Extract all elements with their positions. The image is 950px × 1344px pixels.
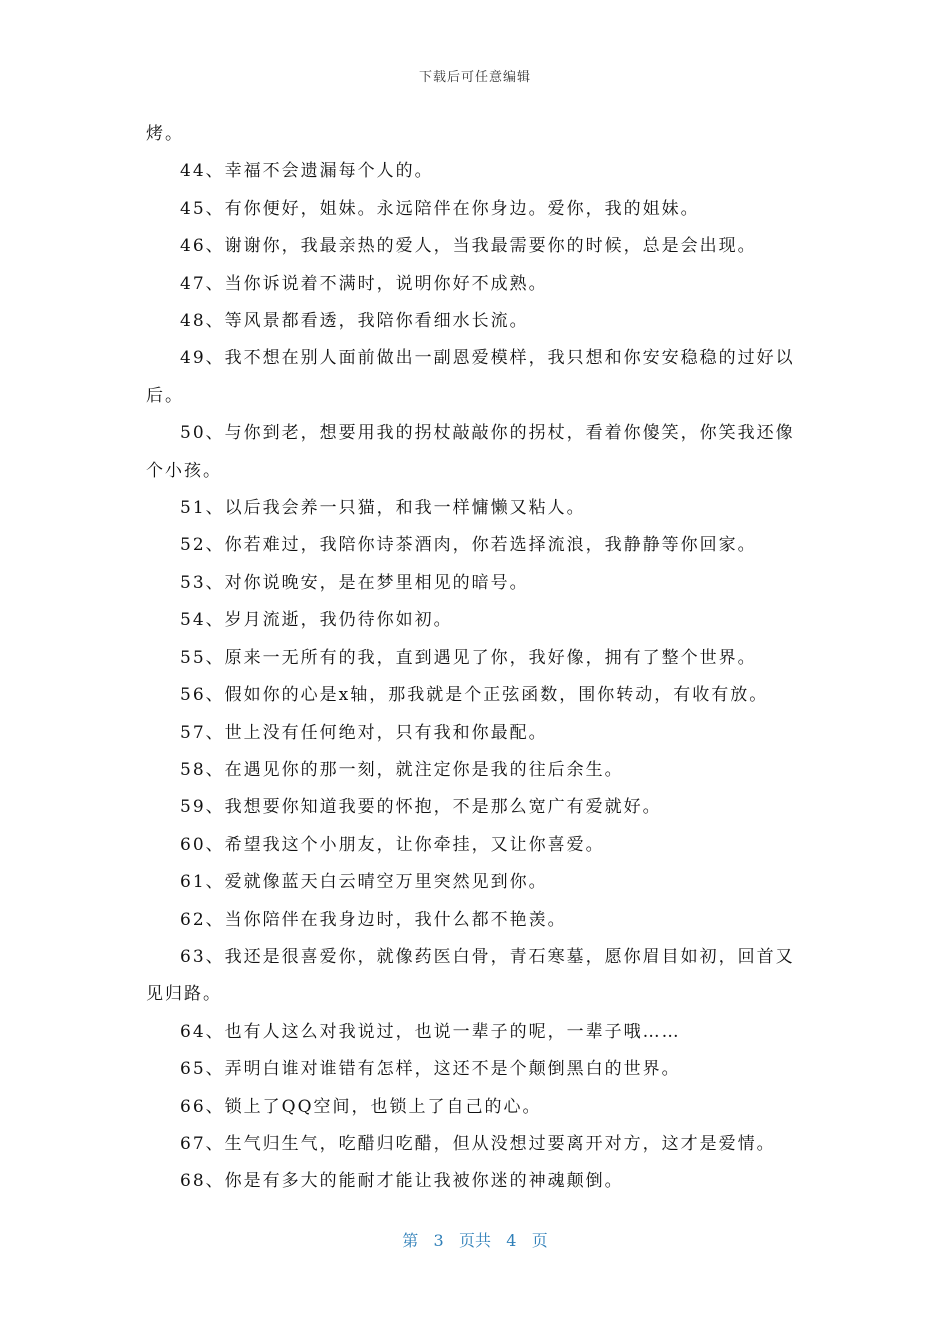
header-note: 下载后可任意编辑 — [418, 70, 531, 85]
footer-middle: 页共 — [458, 1231, 491, 1250]
list-item: 47、当你诉说着不满时，说明你好不成熟。 — [180, 273, 548, 294]
footer-suffix: 页 — [531, 1231, 548, 1250]
list-item: 46、谢谢你，我最亲热的爱人，当我最需要你的时候，总是会出现。 — [180, 236, 757, 257]
list-item: 53、对你说晚安，是在梦里相见的暗号。 — [180, 572, 529, 593]
list-item: 62、当你陪伴在我身边时，我什么都不艳羡。 — [180, 909, 567, 930]
list-item: 68、你是有多大的能耐才能让我被你迷的神魂颠倒。 — [180, 1171, 624, 1192]
list-item: 44、幸福不会遗漏每个人的。 — [180, 161, 434, 182]
list-item: 61、爱就像蓝天白云晴空万里突然见到你。 — [180, 872, 548, 893]
list-item: 58、在遇见你的那一刻，就注定你是我的往后余生。 — [180, 759, 624, 780]
list-item: 57、世上没有任何绝对，只有我和你最配。 — [180, 722, 548, 743]
list-item: 50、与你到老，想要用我的拐杖敲敲你的拐杖，看着你傻笑，你笑我还像个小孩。 — [146, 423, 795, 481]
list-item: 56、假如你的心是x轴，那我就是个正弦函数，围你转动，有收有放。 — [180, 685, 769, 706]
list-item: 67、生气归生气，吃醋归吃醋，但从没想过要离开对方，这才是爱情。 — [180, 1133, 776, 1154]
list-item: 64、也有人这么对我说过，也说一辈子的呢，一辈子哦…… — [180, 1021, 681, 1042]
lead-fragment: 烤。 — [146, 124, 184, 144]
list-item: 54、岁月流逝，我仍待你如初。 — [180, 610, 453, 631]
list-item: 49、我不想在别人面前做出一副恩爱模样，我只想和你安安稳稳的过好以后。 — [146, 348, 795, 406]
footer-prefix: 第 — [402, 1231, 419, 1250]
list-item: 60、希望我这个小朋友，让你牵挂，又让你喜爱。 — [180, 834, 605, 855]
page-footer — [0, 1228, 950, 1251]
footer-current-page: 3 — [433, 1231, 444, 1250]
footer-total-pages: 4 — [506, 1231, 517, 1250]
list-item: 52、你若难过，我陪你诗茶酒肉，你若选择流浪，我静静等你回家。 — [180, 535, 757, 556]
list-item: 65、弄明白谁对谁错有怎样，这还不是个颠倒黑白的世界。 — [180, 1059, 681, 1080]
list-item: 59、我想要你知道我要的怀抱，不是那么宽广有爱就好。 — [180, 797, 662, 818]
list-item: 63、我还是很喜爱你，就像药医白骨，青石寒墓，愿你眉目如初，回首又见归路。 — [146, 946, 795, 1005]
list-item: 66、锁上了QQ空间，也锁上了自己的心。 — [180, 1096, 542, 1117]
list-item: 55、原来一无所有的我，直到遇见了你，我好像，拥有了整个世界。 — [180, 647, 757, 668]
list-item: 51、以后我会养一只猫，和我一样慵懒又粘人。 — [180, 498, 586, 519]
document-body — [146, 116, 806, 1201]
list-item: 48、等风景都看透，我陪你看细水长流。 — [180, 311, 529, 332]
list-item: 45、有你便好，姐妹。永远陪伴在你身边。爱你，我的姐妹。 — [180, 198, 700, 219]
